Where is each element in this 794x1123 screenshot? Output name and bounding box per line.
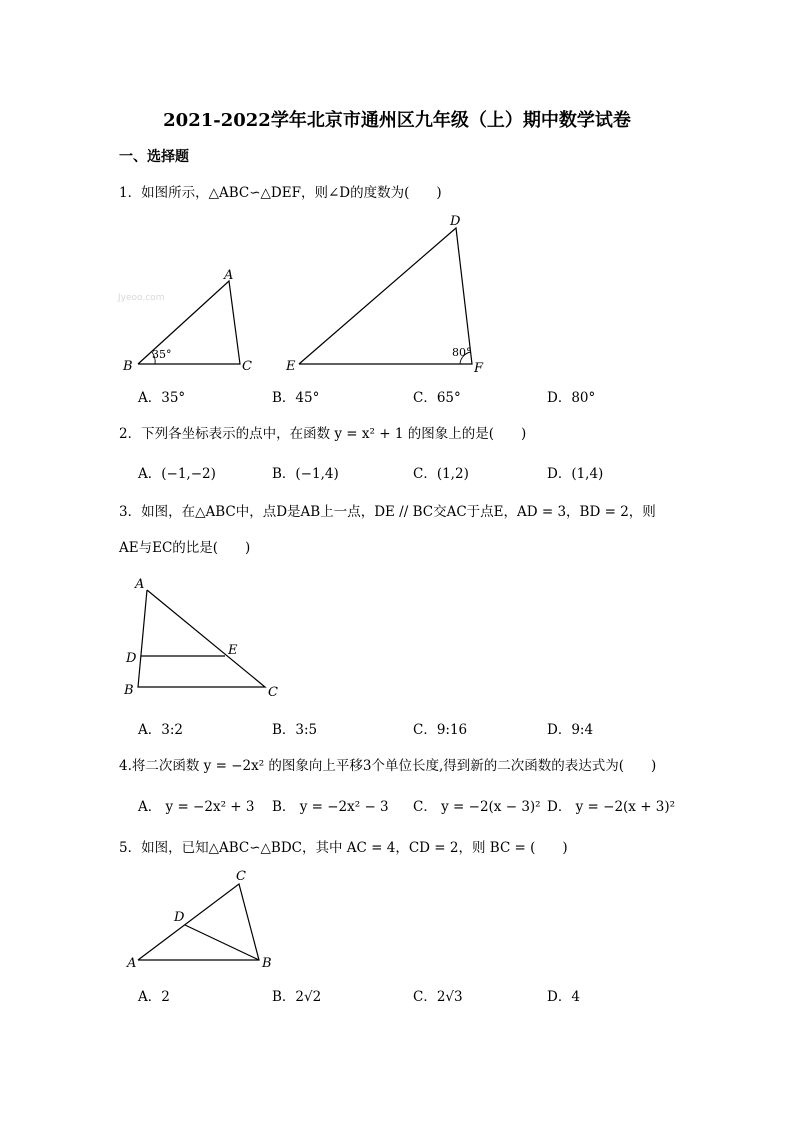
q1-label-b: B [123,359,133,374]
q2-option-c[interactable]: C．(1,2) [413,466,469,482]
q1-label-f: F [474,361,484,376]
q1-triangle-def [299,228,472,364]
section-heading: 一、选择题 [119,149,189,165]
q2-option-b[interactable]: B．(−1,4) [272,466,339,482]
q3-triangle [138,590,265,687]
q3-label-c: C [268,685,278,700]
q5-option-d[interactable]: D．4 [547,989,580,1005]
q5-option-b[interactable]: B．2√2 [272,989,322,1005]
question-5-text: 5．如图，已知△ABC∽△BDC，其中 AC = 4，CD = 2，则 BC = ( ) [119,840,568,856]
q1-watermark: Jyeoo.com [118,293,165,303]
q5-triangle [138,884,259,960]
question-3-text-line1: 3．如图，在△ABC中，点D是AB上一点，DE // BC交AC于点E，AD = 3，BD = 2，则 [119,504,656,520]
page-title: 2021-2022学年北京市通州区九年级（上）期中数学试卷 [163,110,631,131]
q4-option-d[interactable]: D． y = −2(x + 3)² [547,799,676,815]
q1-option-b[interactable]: B．45° [272,390,320,406]
q1-angle-b: 35° [152,348,172,361]
q3-label-e: E [228,643,238,658]
q1-option-c[interactable]: C．65° [413,390,461,406]
q5-label-a: A [127,956,137,971]
q4-option-c[interactable]: C． y = −2(x − 3)² [413,799,541,815]
q5-label-b: B [262,956,272,971]
question-4-text: 4.将二次函数 y = −2x² 的图象向上平移3个单位长度,得到新的二次函数的表达式为( ) [119,758,657,774]
q3-label-a: A [135,577,145,592]
q3-option-c[interactable]: C．9:16 [413,722,468,738]
q5-label-c: C [236,869,246,884]
q1-option-a[interactable]: A．35° [138,390,186,406]
q4-option-a[interactable]: A． y = −2x² + 3 [138,799,255,815]
q3-label-b: B [124,683,134,698]
q1-angle-f: 80° [452,346,472,359]
q1-label-c: C [242,359,252,374]
q1-option-d[interactable]: D．80° [547,390,596,406]
q3-option-d[interactable]: D．9:4 [547,722,594,738]
q2-option-d[interactable]: D．(1,4) [547,466,604,482]
question-2-text: 2．下列各坐标表示的点中，在函数 y = x² + 1 的图象上的是( ) [119,426,527,442]
q5-label-d: D [174,910,185,925]
q3-option-a[interactable]: A．3:2 [138,722,183,738]
q1-label-d: D [450,214,461,229]
question-1-text: 1．如图所示，△ABC∽△DEF，则∠D的度数为( ) [119,185,442,201]
q1-label-a: A [224,268,234,283]
q4-option-b[interactable]: B． y = −2x² − 3 [272,799,389,815]
q5-option-c[interactable]: C．2√3 [413,989,463,1005]
q3-option-b[interactable]: B．3:5 [272,722,318,738]
q3-label-d: D [126,651,137,666]
q5-option-a[interactable]: A．2 [138,989,170,1005]
q2-option-a[interactable]: A．(−1,−2) [138,466,216,482]
q1-label-e: E [286,359,296,374]
question-3-text-line2: AE与EC的比是( ) [119,540,251,556]
